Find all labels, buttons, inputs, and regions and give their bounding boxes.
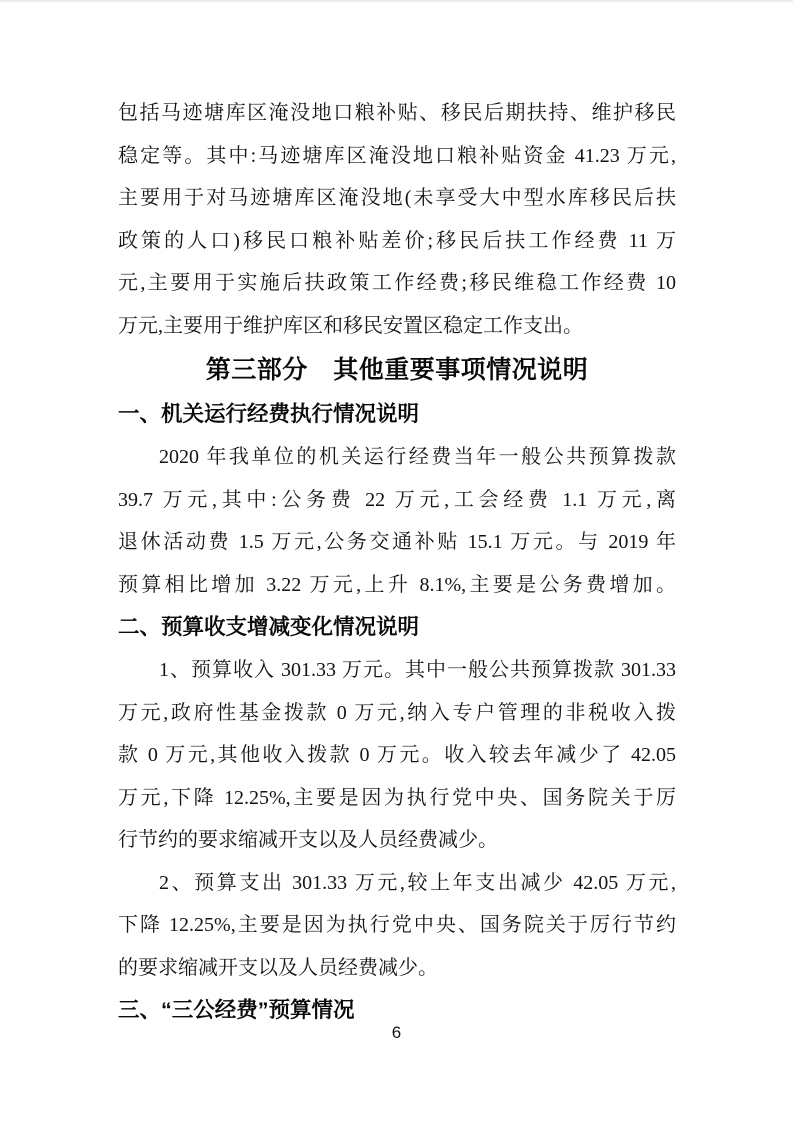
paragraph-line: 预算相比增加 3.22 万元,上升 8.1%,主要是公务费增加。 xyxy=(118,573,676,596)
paragraph-line: 1、预算收入 301.33 万元。其中一般公共预算拨款 301.33 xyxy=(159,659,676,681)
page-number: 6 xyxy=(391,1023,402,1042)
document-body xyxy=(118,92,676,1032)
paragraph-line: 款 0 万元,其他收入拨款 0 万元。收入较去年减少了 42.05 xyxy=(118,744,676,766)
paragraph-line: 2、预算支出 301.33 万元,较上年支出减少 42.05 万元, xyxy=(159,871,676,894)
paragraph-line: 行节约的要求缩减开支以及人员经费减少。 xyxy=(118,829,498,851)
paragraph-line: 万元,主要用于维护库区和移民安置区稳定工作支出。 xyxy=(118,314,583,337)
paragraph-line: 主要用于对马迹塘库区淹没地(未享受大中型水库移民后扶 xyxy=(118,187,676,209)
paragraph-line: 万元,下降 12.25%,主要是因为执行党中央、国务院关于厉 xyxy=(118,786,676,809)
section-title: 第三部分 其他重要事项情况说明 xyxy=(205,356,589,384)
subsection-heading-1: 一、机关运行经费执行情况说明 xyxy=(118,402,420,426)
subsection-heading-2: 二、预算收支增减变化情况说明 xyxy=(118,615,420,639)
paragraph-line: 包括马迹塘库区淹没地口粮补贴、移民后期扶持、维护移民 xyxy=(118,102,676,124)
paragraph-line: 稳定等。其中:马迹塘库区淹没地口粮补贴资金 41.23 万元, xyxy=(118,144,676,167)
paragraph-line: 下降 12.25%,主要是因为执行党中央、国务院关于厉行节约 xyxy=(118,914,676,936)
paragraph-line: 39.7 万元,其中:公务费 22 万元,工会经费 1.1 万元,离 xyxy=(118,488,676,511)
paragraph-line: 2020 年我单位的机关运行经费当年一般公共预算拨款 xyxy=(159,446,676,468)
paragraph-line: 的要求缩减开支以及人员经费减少。 xyxy=(118,956,438,979)
subsection-heading-3: 三、“三公经费”预算情况 xyxy=(118,998,355,1022)
paragraph-line: 退休活动费 1.5 万元,公务交通补贴 15.1 万元。与 2019 年 xyxy=(118,531,676,553)
paragraph-line: 元,主要用于实施后扶政策工作经费;移民维稳工作经费 10 xyxy=(118,272,676,294)
paragraph-line: 万元,政府性基金拨款 0 万元,纳入专户管理的非税收入拨 xyxy=(118,701,676,724)
paragraph-line: 政策的人口)移民口粮补贴差价;移民后扶工作经费 11 万 xyxy=(118,229,676,252)
